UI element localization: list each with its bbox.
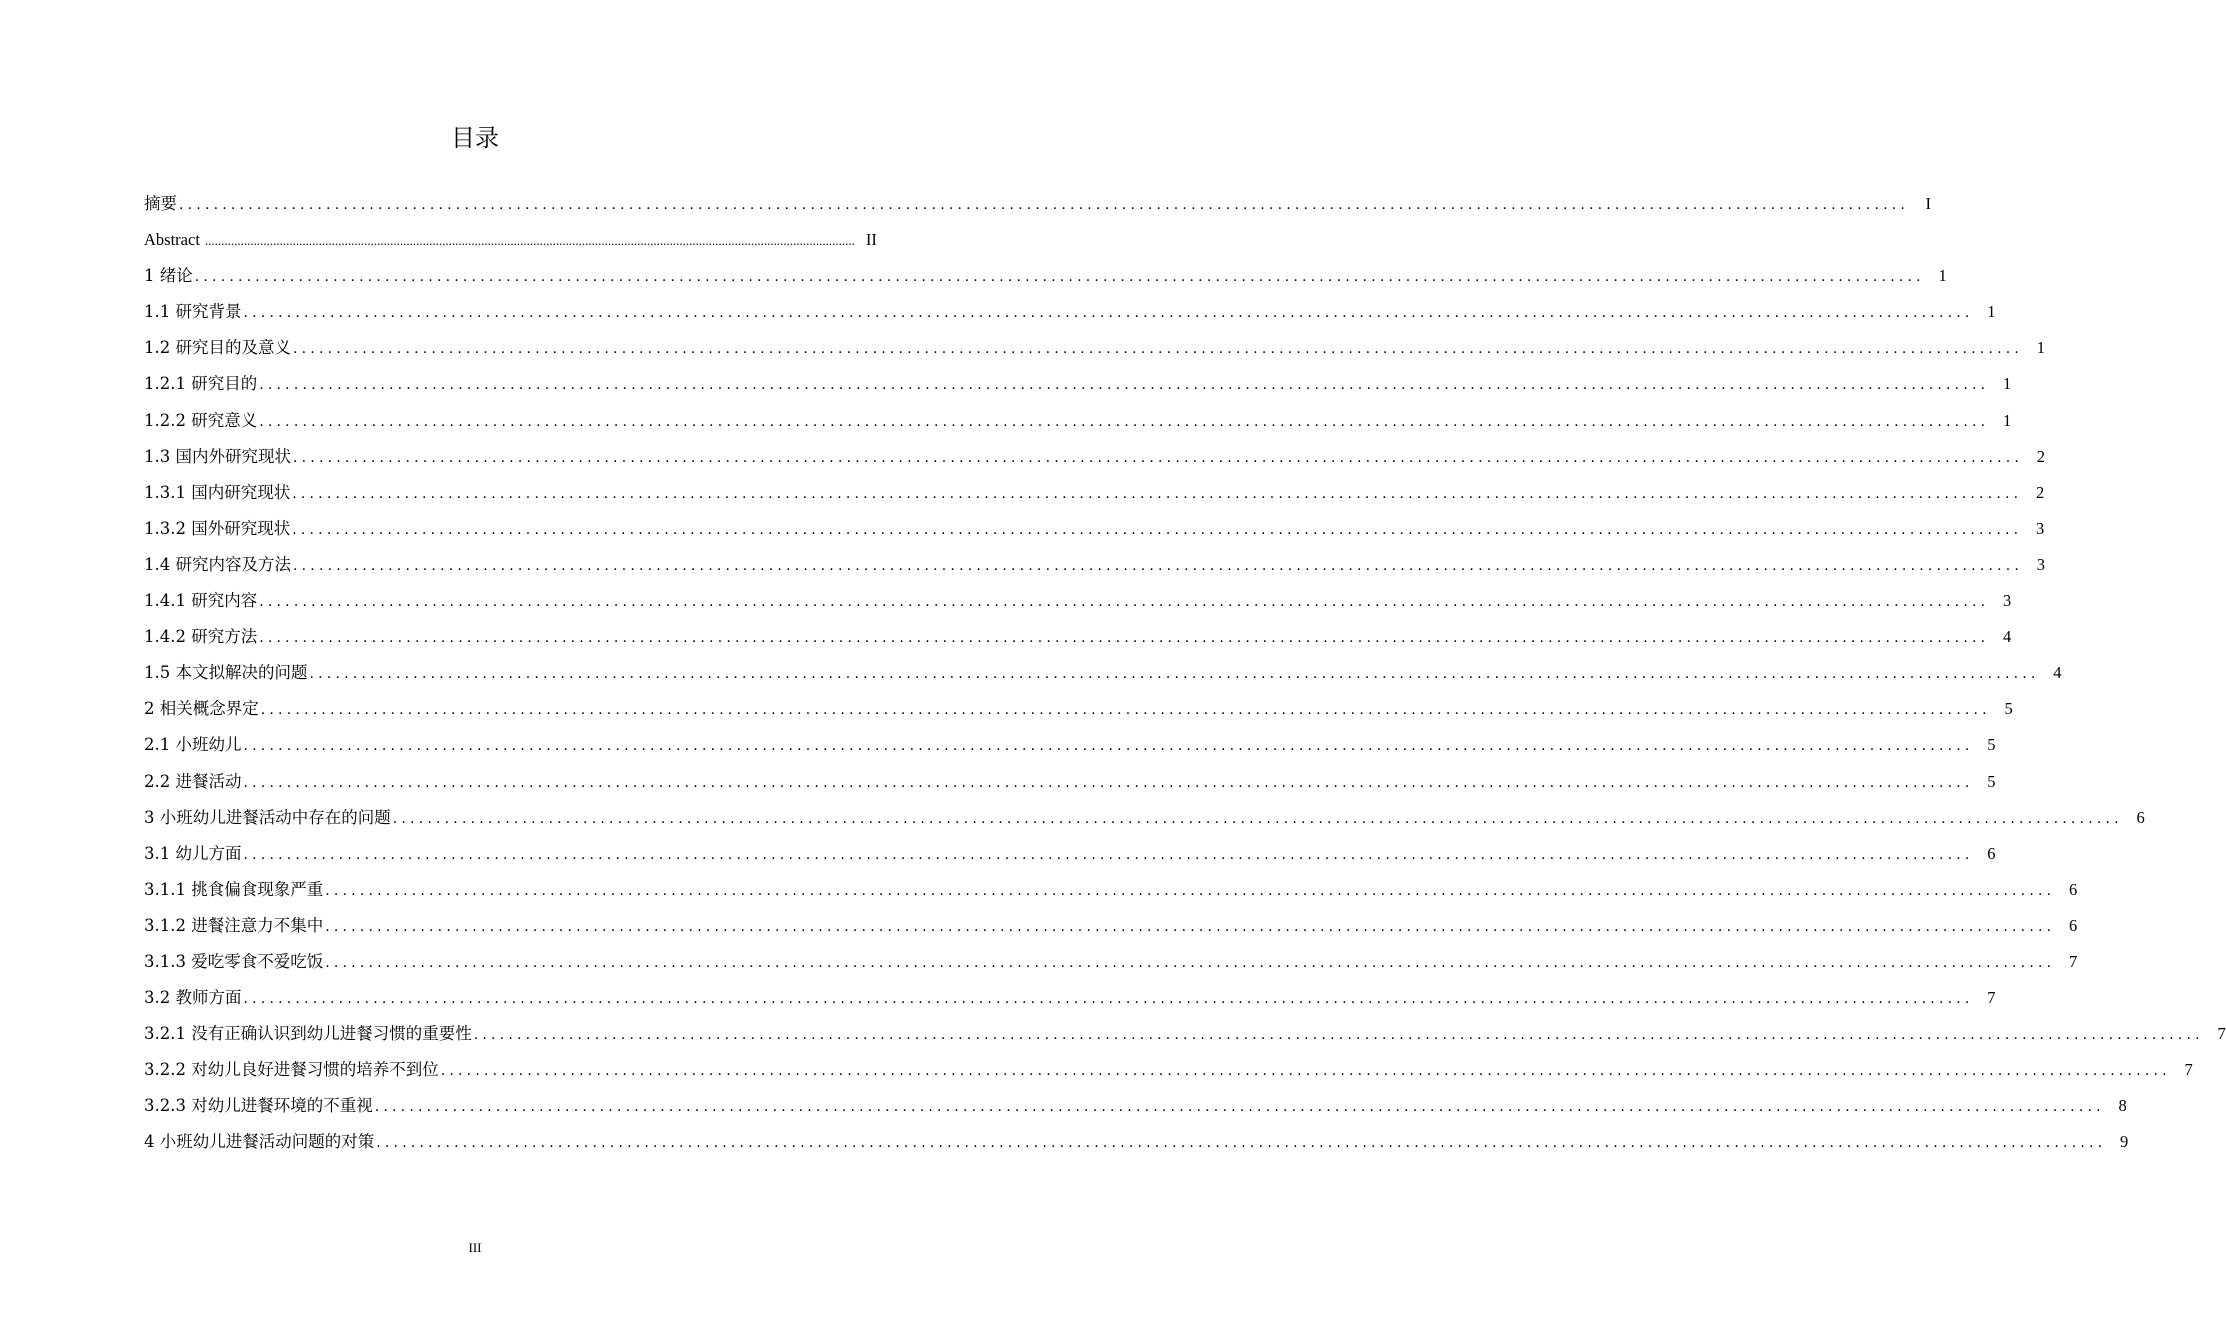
toc-leader-dots: ........................................................................................................................................................................................................ bbox=[392, 810, 2123, 827]
page-title: 目录 bbox=[451, 124, 499, 152]
toc-entry-page: 1 bbox=[2036, 338, 2046, 358]
toc-leader-dots: ........................................................................................................................................................................................................ bbox=[293, 557, 2024, 574]
toc-entry[interactable] bbox=[144, 366, 2012, 402]
toc-leader-dots: ........................................................................................................................................................................................................ bbox=[179, 197, 1910, 213]
toc-entry-page: 2 bbox=[2036, 482, 2045, 502]
toc-entry-title: 摘要 bbox=[144, 194, 177, 213]
toc-leader-dots: ........................................................................................................................................................................................................ bbox=[243, 774, 1974, 791]
toc-entry-title: 2.1 小班幼儿 bbox=[144, 735, 242, 755]
toc-entry-page: 4 bbox=[2053, 663, 2062, 683]
toc-entry[interactable] bbox=[144, 186, 1932, 222]
toc-entry[interactable] bbox=[144, 258, 1947, 294]
toc-entry[interactable] bbox=[144, 511, 2045, 547]
toc-leader-dots: ........................................................................................................................................................................................................ bbox=[293, 449, 2024, 466]
toc-leader-dots: ........................................................................................................................................................................................................ bbox=[243, 738, 1974, 755]
toc-leader-dots: ........................................................................................................................................................................................................ bbox=[292, 485, 2023, 502]
toc-entry-title: 2 相关概念界定 bbox=[144, 699, 259, 719]
toc-leader-dots: ........................................................................................................................................................................................................ bbox=[376, 1135, 2107, 1152]
toc-entry-title: 3.1.1 挑食偏食现象严重 bbox=[144, 879, 324, 899]
toc-entry[interactable] bbox=[144, 475, 2045, 511]
toc-entry-page: 6 bbox=[2069, 915, 2078, 935]
toc-entry-title: 1.2.2 研究意义 bbox=[144, 410, 258, 430]
toc-entry-title: 3.1 幼儿方面 bbox=[144, 843, 242, 863]
toc-entry-page: 7 bbox=[2069, 951, 2078, 971]
toc-entry[interactable] bbox=[144, 655, 2062, 691]
toc-leader-dots: ........................................................................................................................................................................................................ bbox=[243, 846, 1974, 863]
toc-leader-dots: ........................................................................................................................................................................................................ bbox=[440, 1063, 2171, 1080]
toc-leader-dots: ........................................................................................................................................................................................................ bbox=[204, 233, 855, 249]
toc-entry-title: 1.2 研究目的及意义 bbox=[144, 338, 291, 358]
toc-entry-page: 8 bbox=[2118, 1096, 2127, 1116]
toc-entry-title: 1.3.2 国外研究现状 bbox=[144, 518, 291, 538]
toc-entry-title: 3.2.2 对幼儿良好进餐习惯的培养不到位 bbox=[144, 1060, 439, 1080]
toc-entry[interactable] bbox=[144, 330, 2046, 366]
toc-entry-title: 2.2 进餐活动 bbox=[144, 771, 242, 791]
toc-entry[interactable] bbox=[144, 836, 1996, 872]
toc-leader-dots: ........................................................................................................................................................................................................ bbox=[259, 594, 1990, 611]
toc-entry[interactable] bbox=[144, 944, 2078, 980]
toc-entry[interactable] bbox=[144, 439, 2046, 475]
toc-leader-dots: ........................................................................................................................................................................................................ bbox=[194, 269, 1925, 286]
toc-entry-title: Abstract bbox=[144, 230, 200, 250]
toc-entry-title: 3.2 教师方面 bbox=[144, 988, 242, 1008]
toc-entry-page: 6 bbox=[1987, 843, 1996, 863]
toc-entry-page: 6 bbox=[2069, 879, 2078, 899]
toc-entry-page: 3 bbox=[2036, 518, 2045, 538]
toc-entry-page: 1 bbox=[1987, 302, 1996, 322]
toc-entry-page: 3 bbox=[2003, 591, 2012, 611]
toc-entry[interactable] bbox=[144, 764, 1996, 800]
toc-entry[interactable] bbox=[144, 908, 2078, 944]
toc-entry[interactable] bbox=[144, 619, 2012, 655]
toc-entry-title: 3 小班幼儿进餐活动中存在的问题 bbox=[144, 807, 391, 827]
toc-entry[interactable] bbox=[144, 691, 2013, 727]
toc-entry[interactable] bbox=[144, 727, 1996, 763]
toc-leader-dots: ........................................................................................................................................................................................................ bbox=[473, 1027, 2204, 1044]
toc-entry-page: 5 bbox=[1987, 771, 1996, 791]
table-of-contents bbox=[144, 186, 2226, 1161]
toc-entry[interactable] bbox=[144, 583, 2012, 619]
toc-entry[interactable] bbox=[144, 1088, 2127, 1124]
toc-entry-page: 3 bbox=[2036, 554, 2046, 574]
toc-leader-dots: ........................................................................................................................................................................................................ bbox=[259, 377, 1990, 394]
toc-leader-dots: ........................................................................................................................................................................................................ bbox=[259, 630, 1990, 647]
toc-entry[interactable] bbox=[144, 403, 2012, 439]
toc-entry-title: 3.1.3 爱吃零食不爱吃饭 bbox=[144, 951, 324, 971]
toc-leader-dots: ........................................................................................................................................................................................................ bbox=[243, 991, 1974, 1008]
toc-leader-dots: ........................................................................................................................................................................................................ bbox=[325, 954, 2056, 971]
toc-entry[interactable] bbox=[144, 1016, 2226, 1052]
toc-entry-title: 1 绪论 bbox=[144, 266, 193, 286]
toc-entry-page: 7 bbox=[1987, 988, 1996, 1008]
toc-entry-title: 3.2.1 没有正确认识到幼儿进餐习惯的重要性 bbox=[144, 1024, 472, 1044]
toc-entry-page: 7 bbox=[2217, 1024, 2226, 1044]
toc-entry-page: II bbox=[865, 230, 877, 250]
toc-leader-dots: ........................................................................................................................................................................................................ bbox=[325, 918, 2056, 935]
toc-entry-title: 1.5 本文拟解决的问题 bbox=[144, 663, 308, 683]
toc-entry[interactable] bbox=[144, 872, 2078, 908]
toc-entry-page: 7 bbox=[2184, 1060, 2193, 1080]
toc-leader-dots: ........................................................................................................................................................................................................ bbox=[309, 666, 2040, 683]
toc-entry-title: 1.3.1 国内研究现状 bbox=[144, 482, 291, 502]
toc-entry-page: 2 bbox=[2036, 446, 2046, 466]
toc-entry-page: 1 bbox=[2003, 410, 2012, 430]
toc-entry[interactable] bbox=[144, 222, 877, 258]
toc-entry-page: 4 bbox=[2003, 627, 2012, 647]
toc-entry-title: 1.3 国内外研究现状 bbox=[144, 446, 291, 466]
toc-entry[interactable] bbox=[144, 547, 2046, 583]
toc-entry-page: 6 bbox=[2136, 807, 2145, 827]
toc-entry-title: 1.4.2 研究方法 bbox=[144, 627, 258, 647]
toc-entry-page: 1 bbox=[2003, 374, 2012, 394]
toc-entry-page: 5 bbox=[1987, 735, 1996, 755]
toc-entry-title: 3.1.2 进餐注意力不集中 bbox=[144, 915, 324, 935]
toc-entry-title: 1.2.1 研究目的 bbox=[144, 374, 258, 394]
toc-entry-title: 3.2.3 对幼儿进餐环境的不重视 bbox=[144, 1096, 373, 1116]
toc-entry-title: 1.4.1 研究内容 bbox=[144, 591, 258, 611]
toc-entry[interactable] bbox=[144, 1052, 2193, 1088]
page-number: III bbox=[468, 1240, 482, 1255]
toc-leader-dots: ........................................................................................................................................................................................................ bbox=[293, 341, 2024, 358]
toc-leader-dots: ........................................................................................................................................................................................................ bbox=[292, 521, 2023, 538]
toc-entry-title: 1.1 研究背景 bbox=[144, 302, 242, 322]
toc-entry-title: 1.4 研究内容及方法 bbox=[144, 554, 291, 574]
toc-entry-title: 4 小班幼儿进餐活动问题的对策 bbox=[144, 1132, 375, 1152]
toc-entry[interactable] bbox=[144, 800, 2145, 836]
toc-entry-page: 1 bbox=[1938, 266, 1947, 286]
toc-leader-dots: ........................................................................................................................................................................................................ bbox=[260, 702, 1991, 719]
toc-entry-page: 9 bbox=[2120, 1132, 2129, 1152]
toc-entry-page: I bbox=[1925, 194, 1932, 213]
toc-entry[interactable] bbox=[144, 980, 1996, 1016]
toc-leader-dots: ........................................................................................................................................................................................................ bbox=[243, 305, 1974, 322]
toc-entry-page: 5 bbox=[2004, 699, 2013, 719]
toc-leader-dots: ........................................................................................................................................................................................................ bbox=[259, 413, 1990, 430]
toc-entry[interactable] bbox=[144, 1124, 2129, 1160]
toc-entry[interactable] bbox=[144, 294, 1996, 330]
toc-leader-dots: ........................................................................................................................................................................................................ bbox=[374, 1099, 2105, 1116]
toc-leader-dots: ........................................................................................................................................................................................................ bbox=[325, 882, 2056, 899]
